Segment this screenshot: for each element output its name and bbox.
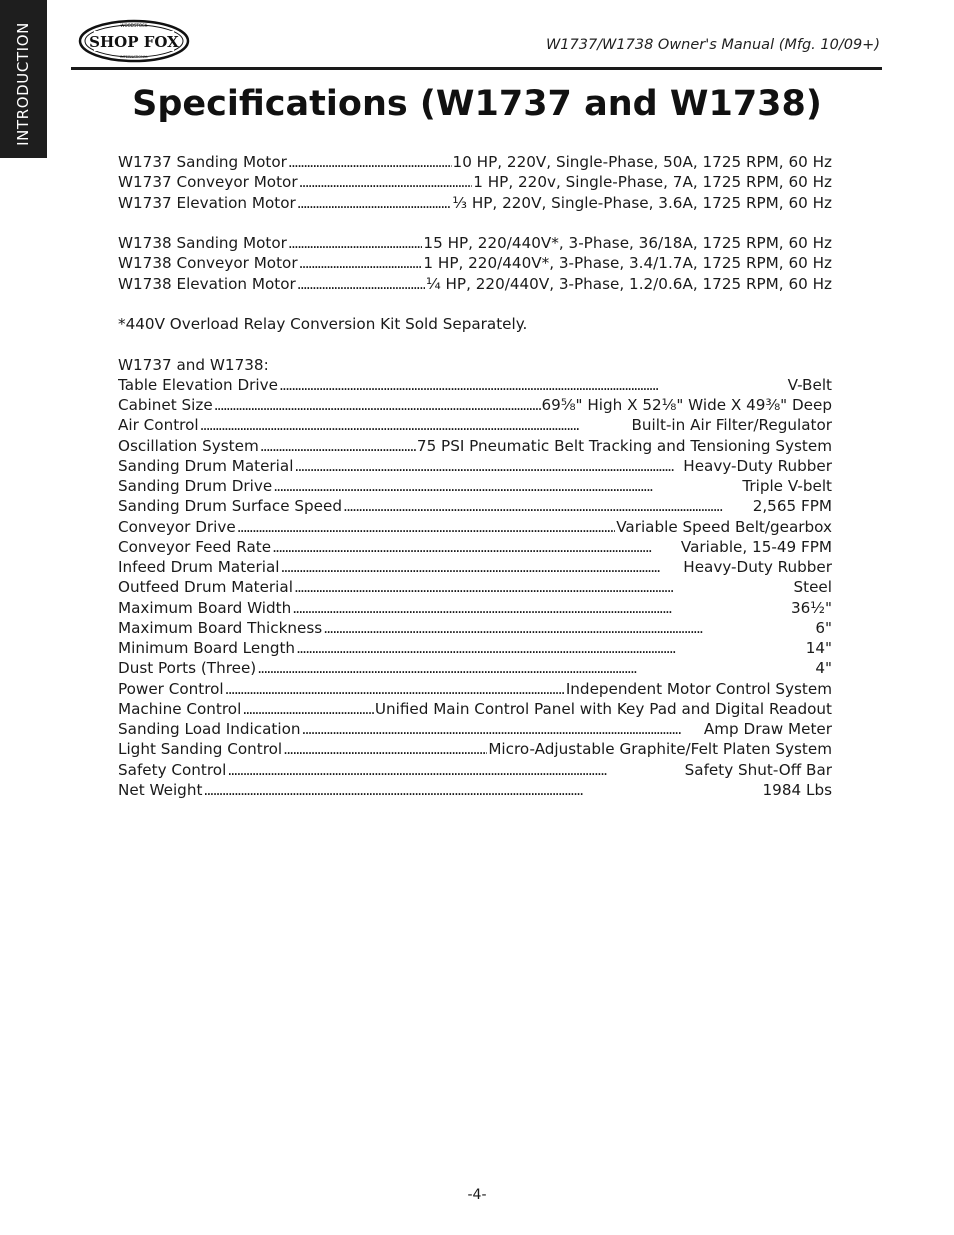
spec-label: Maximum Board Width — [118, 598, 292, 617]
spec-label: W1738 Conveyor Motor — [118, 254, 298, 273]
dot-leader — [288, 233, 423, 253]
spec-value: Built-in Air Filter/Regulator — [631, 416, 832, 435]
spec-row — [118, 193, 832, 213]
dot-leader — [288, 152, 452, 172]
spec-value: 1 HP, 220v, Single-Phase, 7A, 1725 RPM, 60 Hz — [473, 173, 832, 192]
header-rule — [71, 67, 882, 70]
dot-leader — [272, 537, 680, 557]
spec-value: ¹⁄₄ HP, 220/440V, 3-Phase, 1.2/0.6A, 1725 RPM, 60 Hz — [425, 274, 832, 293]
dot-leader — [323, 618, 814, 638]
spec-value: V-Belt — [787, 375, 832, 394]
dot-leader — [292, 598, 790, 618]
spec-row — [118, 638, 832, 658]
spec-value: Micro-Adjustable Graphite/Felt Platen System — [488, 740, 832, 759]
spec-value: Amp Draw Meter — [703, 720, 832, 738]
spec-label: Oscillation System — [118, 436, 259, 455]
spec-label: W1738 Sanding Motor — [118, 234, 287, 252]
dot-leader — [257, 658, 814, 678]
spec-row — [118, 395, 832, 415]
spec-value: Heavy-Duty Rubber — [683, 558, 832, 576]
spec-row — [118, 658, 832, 678]
spec-row — [118, 233, 832, 253]
spec-value: 4" — [815, 659, 832, 678]
footnote: *440V Overload Relay Conversion Kit Sold Separately. — [118, 315, 528, 333]
dot-leader — [302, 719, 703, 739]
spec-label: Air Control — [118, 416, 199, 435]
spec-row — [118, 436, 832, 456]
spec-label: Maximum Board Thickness — [118, 618, 323, 637]
spec-label: W1737 Sanding Motor — [118, 153, 287, 171]
spec-row — [118, 375, 832, 395]
dot-leader — [297, 274, 425, 294]
section-tab-label: INTRODUCTION — [14, 22, 32, 146]
spec-value: 10 HP, 220V, Single-Phase, 50A, 1725 RPM, 60 Hz — [452, 153, 832, 171]
spec-value: Unified Main Control Panel with Key Pad and Digital Readout — [374, 699, 832, 718]
spec-row — [118, 780, 832, 800]
spec-row — [118, 598, 832, 618]
common-spec-group — [118, 375, 832, 800]
spec-label: Sanding Drum Surface Speed — [118, 497, 343, 516]
spec-label: Sanding Drum Drive — [118, 477, 273, 495]
specifications-list — [118, 152, 832, 800]
spec-row — [118, 456, 832, 476]
spec-label: Safety Control — [118, 760, 227, 779]
w1738-motor-group — [118, 233, 832, 294]
spec-label: Sanding Drum Material — [118, 456, 294, 475]
dot-leader — [283, 739, 487, 759]
spec-value: 75 PSI Pneumatic Belt Tracking and Tensioning System — [416, 436, 832, 455]
spec-row — [118, 415, 832, 435]
spec-label: Table Elevation Drive — [118, 375, 278, 394]
spec-row — [118, 679, 832, 699]
shop-fox-logo — [78, 18, 190, 64]
dot-leader — [299, 253, 423, 273]
spec-value: Safety Shut-Off Bar — [684, 760, 832, 779]
spec-row — [118, 577, 832, 597]
spec-row — [118, 557, 832, 577]
spec-value: Steel — [793, 578, 832, 597]
dot-leader — [227, 760, 683, 780]
spec-row — [118, 274, 832, 294]
common-specs-heading: W1737 and W1738: — [118, 355, 269, 374]
dot-leader — [299, 172, 473, 192]
spec-value: Independent Motor Control System — [565, 679, 832, 698]
logo-bottom-arc-text: INTERNATIONAL — [119, 55, 149, 59]
spec-label: Outfeed Drum Material — [118, 578, 293, 597]
w1737-motor-group — [118, 152, 832, 213]
spec-label: Machine Control — [118, 699, 242, 718]
dot-leader — [203, 780, 761, 800]
spec-row — [118, 618, 832, 638]
dot-leader — [296, 638, 805, 658]
dot-leader — [260, 436, 416, 456]
dot-leader — [297, 193, 452, 213]
dot-leader — [343, 496, 752, 516]
spec-label: Power Control — [118, 679, 224, 698]
dot-leader — [281, 557, 683, 577]
spec-row — [118, 496, 832, 516]
spec-row — [118, 253, 832, 273]
spec-row — [118, 699, 832, 719]
dot-leader — [237, 517, 615, 537]
spec-row — [118, 517, 832, 537]
spec-value: Heavy-Duty Rubber — [683, 456, 832, 475]
spec-label: Dust Ports (Three) — [118, 659, 257, 678]
spec-label: Minimum Board Length — [118, 639, 296, 657]
spec-value: Triple V-belt — [742, 477, 832, 495]
spec-value: 1984 Lbs — [762, 780, 832, 799]
spec-row — [118, 476, 832, 496]
spec-value: 14" — [805, 639, 832, 657]
spec-row — [118, 739, 832, 759]
manual-title: W1737/W1738 Owner's Manual (Mfg. 10/09+) — [545, 37, 880, 53]
dot-leader — [200, 415, 631, 435]
spec-value: 6" — [815, 618, 832, 637]
spec-value: ¹⁄₃ HP, 220V, Single-Phase, 3.6A, 1725 RPM, 60 Hz — [452, 193, 832, 212]
spec-label: W1738 Elevation Motor — [118, 274, 296, 293]
spec-label: Net Weight — [118, 780, 203, 799]
spec-label: Conveyor Drive — [118, 517, 236, 536]
logo-top-arc-text: WOODSTOCK — [120, 23, 148, 28]
spec-label: Light Sanding Control — [118, 740, 283, 759]
dot-leader — [225, 679, 565, 699]
spec-label: W1737 Conveyor Motor — [118, 173, 298, 192]
spec-value: 1 HP, 220/440V*, 3-Phase, 3.4/1.7A, 1725 RPM, 60 Hz — [423, 254, 832, 273]
spec-label: Infeed Drum Material — [118, 558, 280, 576]
spec-label: Sanding Load Indication — [118, 720, 301, 738]
dot-leader — [294, 456, 682, 476]
spec-value: 36¹⁄₂" — [790, 598, 832, 617]
spec-label: W1737 Elevation Motor — [118, 193, 296, 212]
dot-leader — [279, 375, 787, 395]
spec-label: Cabinet Size — [118, 396, 213, 414]
dot-leader — [273, 476, 741, 496]
spec-row — [118, 537, 832, 557]
spec-row — [118, 719, 832, 739]
page-number: -4- — [467, 1187, 487, 1203]
spec-value: 15 HP, 220/440V*, 3-Phase, 36/18A, 1725 RPM, 60 Hz — [423, 234, 832, 252]
spec-value: Variable, 15-49 FPM — [680, 537, 832, 556]
spec-row — [118, 152, 832, 172]
spec-value: 69⁵⁄₈" High X 52¹⁄₈" Wide X 49³⁄₈" Deep — [541, 396, 832, 414]
spec-label: Conveyor Feed Rate — [118, 537, 272, 556]
section-tab — [0, 0, 47, 158]
dot-leader — [242, 699, 374, 719]
logo-wordmark: SHOP FOX — [89, 33, 179, 51]
spec-row — [118, 760, 832, 780]
spec-value: Variable Speed Belt/gearbox — [616, 517, 832, 536]
dot-leader — [294, 577, 793, 597]
dot-leader — [214, 395, 541, 415]
page-title: Specifications (W1737 and W1738) — [132, 84, 822, 124]
spec-value: 2,565 FPM — [752, 497, 832, 516]
spec-row — [118, 172, 832, 192]
